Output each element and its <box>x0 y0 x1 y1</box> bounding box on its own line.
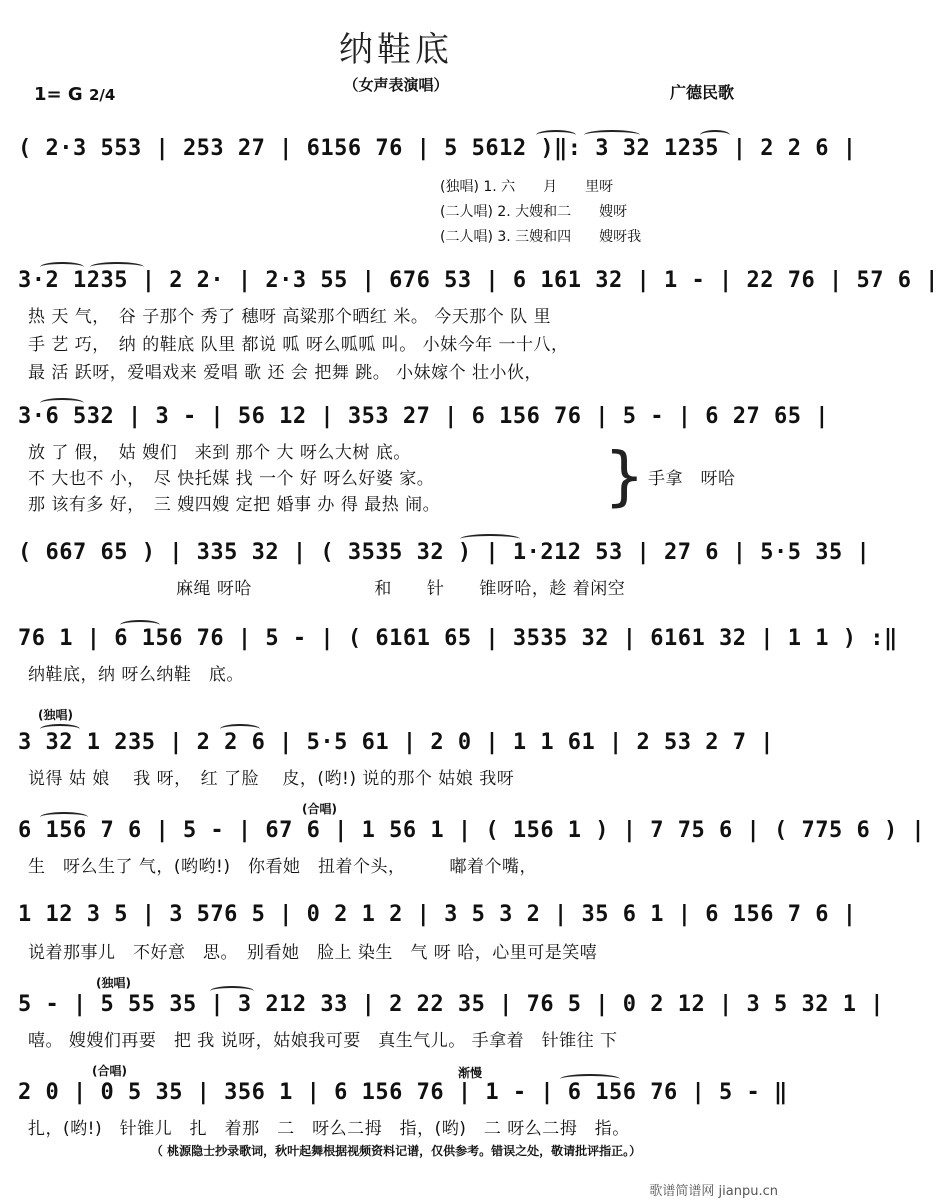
lyric-line-8: 说着那事儿 不好意 思。 别看她 脸上 染生 气 呀 哈，心里可是笑嘻 <box>28 943 598 963</box>
lyric-line-2-verse-1: 热 天 气， 谷 子那个 秀了 穗呀 高粱那个晒红 米。 今天那个 队 里 <box>28 307 552 327</box>
verse-label-2: (二人唱) 2. 大嫂和二 嫂呀 <box>440 204 628 220</box>
notation-line-1: ( 2·3 553 | 253 27 | 6156 76 | 5 5612 )‖: 3 32 1235 | 2 2 6 | <box>18 136 857 161</box>
song-title: 纳鞋底 <box>339 30 453 70</box>
lyric-line-6: 说得 姑 娘 我 呀， 红 了脸 皮，(哟!) 说的那个 姑娘 我呀 <box>28 769 515 789</box>
lyric-line-2-verse-2: 手 艺 巧， 纳 的鞋底 队里 都说 呱 呀么呱呱 叫。 小妹今年 一十八， <box>28 335 569 355</box>
slur-mark <box>40 724 80 734</box>
lyric-line-4: 麻绳 呀哈 和 针 锥呀哈，趁 着闲空 <box>176 579 626 599</box>
slur-mark <box>40 262 84 272</box>
notation-line-3: 3·6 532 | 3 - | 56 12 | 353 27 | 6 156 76 | 5 - | 6 27 65 | <box>18 404 829 429</box>
key-signature <box>34 84 115 105</box>
lyric-line-10: 扎，(哟!) 针锥儿 扎 着那 二 呀么二拇 指，(哟) 二 呀么二拇 指。 <box>28 1119 630 1139</box>
watermark: 歌谱简谱网 jianpu.cn <box>649 1184 778 1199</box>
slur-mark <box>120 620 160 630</box>
tempo-marking: 渐慢 <box>458 1066 483 1080</box>
section-label-solo-2: (独唱) <box>96 976 131 990</box>
lyric-line-5: 纳鞋底，纳 呀么纳鞋 底。 <box>28 665 244 685</box>
verse-brace: } <box>604 440 645 514</box>
slur-mark <box>536 130 576 140</box>
notation-line-4: ( 667 65 ) | 335 32 | ( 3535 32 ) | 1·212 53 | 27 6 | 5·5 35 | <box>18 540 871 565</box>
lyric-line-3-verse-1: 放 了 假， 姑 嫂们 来到 那个 大 呀么大树 底。 <box>28 443 411 463</box>
song-origin: 广德民歌 <box>669 83 734 102</box>
notation-line-5: 76 1 | 6 156 76 | 5 - | ( 6161 65 | 3535 32 | 6161 32 | 1 1 ) :‖ <box>18 626 898 651</box>
lyric-line-9: 嘻。 嫂嫂们再要 把 我 说呀，姑娘我可要 真生气儿。 手拿着 针锥往 下 <box>28 1031 618 1051</box>
footer-note: （ 桃源隐士抄录歌词，秋叶起舞根据视频资料记谱，仅供参考。错误之处，敬请批评指正。） <box>150 1144 642 1158</box>
section-label-solo-1: (独唱) <box>38 708 73 722</box>
slur-mark <box>90 262 144 272</box>
notation-line-2: 3·2 1235 | 2 2· | 2·3 55 | 676 53 | 6 161 32 | 1 - | 22 76 | 57 6 | <box>18 268 939 293</box>
section-label-chorus-2: (合唱) <box>92 1064 127 1078</box>
slur-mark <box>584 130 640 140</box>
slur-mark <box>220 724 260 734</box>
lyric-line-2-verse-3: 最 活 跃呀，爱唱戏来 爱唱 歌 还 会 把舞 跳。 小妹嫁个 壮小伙， <box>28 363 543 383</box>
notation-line-8: 1 12 3 5 | 3 576 5 | 0 2 1 2 | 3 5 3 2 | 35 6 1 | 6 156 7 6 | <box>18 902 857 927</box>
side-lyric: 手拿 呀哈 <box>648 469 736 489</box>
notation-line-7: 6 156 7 6 | 5 - | 67 6 | 1 56 1 | ( 156 1 ) | 7 75 6 | ( 775 6 ) | <box>18 818 926 843</box>
lyric-line-3-verse-3: 那 该有多 好， 三 嫂四嫂 定把 婚事 办 得 最热 闹。 <box>28 495 441 515</box>
key-label: 1= G <box>34 84 83 105</box>
slur-mark <box>210 986 254 996</box>
slur-mark <box>460 534 520 544</box>
lyric-line-7: 生 呀么生了 气，(哟哟!) 你看她 扭着个头， 嘟着个嘴， <box>28 857 537 877</box>
verse-label-1: (独唱) 1. 六 月 里呀 <box>440 179 614 195</box>
slur-mark <box>560 1074 620 1084</box>
section-label-chorus-1: (合唱) <box>302 802 337 816</box>
time-signature: 2/4 <box>88 86 116 104</box>
slur-mark <box>40 812 88 822</box>
slur-mark <box>700 130 730 140</box>
song-subtitle: （女声表演唱） <box>343 76 449 94</box>
lyric-line-3-verse-2: 不 大也不 小， 尽 快托媒 找 一个 好 呀么好婆 家。 <box>28 469 435 489</box>
verse-label-3: (二人唱) 3. 三嫂和四 嫂呀我 <box>440 229 642 245</box>
notation-line-6: 3 32 1 235 | 2 2 6 | 5·5 61 | 2 0 | 1 1 61 | 2 53 2 7 | <box>18 730 774 755</box>
notation-line-9: 5 - | 5 55 35 | 3 212 33 | 2 22 35 | 76 5 | 0 2 12 | 3 5 32 1 | <box>18 992 884 1017</box>
notation-line-10: 2 0 | 0 5 35 | 356 1 | 6 156 76 | 1 - | 6 156 76 | 5 - ‖ <box>18 1080 788 1105</box>
slur-mark <box>40 398 84 408</box>
